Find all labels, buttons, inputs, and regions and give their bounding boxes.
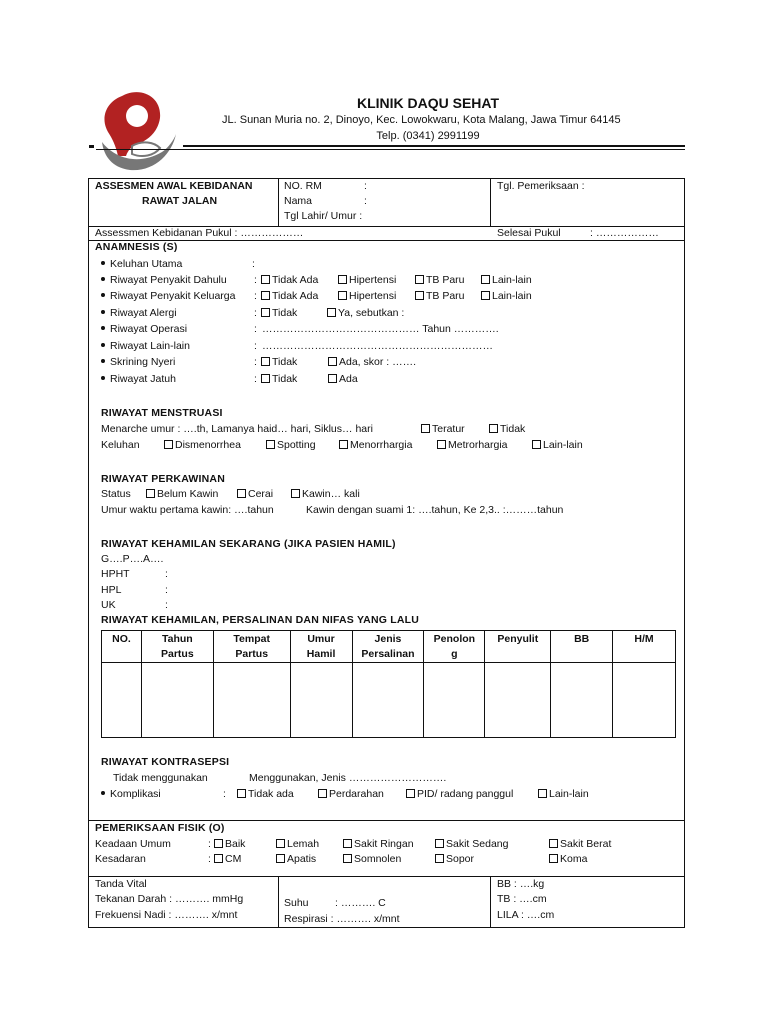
checkbox[interactable] (343, 854, 352, 863)
table-column-header (485, 631, 551, 663)
row-colon: : (254, 307, 257, 319)
option-label: Ada, skor : ……. (339, 356, 417, 368)
checkbox[interactable] (266, 440, 275, 449)
option-label: Tidak Ada (272, 274, 319, 286)
table-cell[interactable] (424, 663, 485, 738)
column-header-line1: Tahun (161, 633, 193, 645)
bullet-icon (101, 277, 105, 281)
checkbox[interactable] (328, 357, 337, 366)
checkbox[interactable] (549, 854, 558, 863)
row-label-text: Riwayat Penyakit Keluarga (110, 290, 236, 302)
komplikasi-option[interactable] (237, 788, 294, 800)
keluhan-label: Keluhan (101, 439, 140, 451)
checkbox[interactable] (343, 839, 352, 848)
anamnesis-row-label (101, 258, 182, 270)
checkbox[interactable] (406, 789, 415, 798)
option-label: Lain-lain (492, 290, 532, 302)
option-label: Apatis (287, 853, 317, 865)
header-rule-thick (183, 145, 685, 147)
row-label-text: Keluhan Utama (110, 258, 183, 270)
komplikasi-option[interactable] (538, 788, 589, 800)
no-rm-label: NO. RM (284, 180, 322, 192)
keadaan-option[interactable] (276, 838, 319, 850)
kesadaran-colon: : (208, 853, 211, 865)
tgl-lahir-label: Tgl Lahir/ Umur : (284, 210, 363, 222)
anamnesis-row-label (101, 274, 227, 286)
anamnesis-row-label (101, 356, 175, 368)
anamnesis-option[interactable] (261, 373, 297, 385)
perkawinan-title: RIWAYAT PERKAWINAN (101, 473, 225, 485)
row-label-text: Riwayat Alergi (110, 307, 177, 319)
row-fill-text: ………………………………………………………… (262, 340, 493, 352)
column-header-line2: Partus (235, 648, 269, 660)
option-label: Lain-lain (492, 274, 532, 286)
table-cell[interactable] (102, 663, 142, 738)
menstruasi-line: Menarche umur : ….th, Lamanya haid… hari, Siklus… hari (101, 423, 373, 435)
lila-value: LILA : ….cm (497, 909, 555, 921)
vital-divider-1 (278, 876, 279, 928)
option-label: Menorrhargia (350, 439, 413, 451)
keadaan-option[interactable] (549, 838, 611, 850)
fisik-title: PEMERIKSAAN FISIK (O) (95, 822, 225, 834)
status-option[interactable] (237, 488, 273, 500)
option-label: Sakit Ringan (354, 838, 414, 850)
option-label: Sakit Sedang (446, 838, 509, 850)
checkbox[interactable] (415, 275, 424, 284)
option-label: Ya, sebutkan : (338, 307, 405, 319)
keluhan-option[interactable] (164, 439, 241, 451)
keadaan-option[interactable] (435, 838, 508, 850)
column-header-line1: H/M (634, 633, 654, 645)
header-divider-1 (278, 178, 279, 226)
hpht-colon: : (165, 568, 168, 580)
column-header-line1: NO. (112, 633, 131, 645)
nama-label: Nama (284, 195, 313, 207)
option-label: Belum Kawin (157, 488, 219, 500)
checkbox[interactable] (421, 424, 430, 433)
tgl-pemeriksaan-label: Tgl. Pemeriksaan : (497, 180, 585, 192)
anamnesis-option[interactable] (338, 274, 396, 286)
checkbox[interactable] (338, 291, 347, 300)
checkbox[interactable] (318, 789, 327, 798)
option-label: Hipertensi (349, 290, 397, 302)
anamnesis-option[interactable] (261, 307, 297, 319)
checkbox[interactable] (549, 839, 558, 848)
checkbox[interactable] (276, 854, 285, 863)
row-label-text: Riwayat Lain-lain (110, 340, 190, 352)
table-column-header (102, 631, 142, 663)
pukul-hline (88, 240, 685, 241)
keluhan-option[interactable] (532, 439, 583, 451)
bullet-icon (101, 261, 105, 265)
gpa-line: G….P….A…. (101, 553, 164, 565)
bullet-icon (101, 376, 105, 380)
table-row (102, 663, 676, 738)
keluhan-option[interactable] (437, 439, 508, 451)
row-colon: : (254, 290, 257, 302)
option-label: PID/ radang panggul (417, 788, 514, 800)
anamnesis-row-label (101, 323, 187, 335)
keadaan-option[interactable] (214, 838, 245, 850)
status-option[interactable] (146, 488, 218, 500)
checkbox[interactable] (532, 440, 541, 449)
row-label-text: Skrining Nyeri (110, 356, 176, 368)
column-header-line2: Partus (161, 648, 194, 660)
anamnesis-option[interactable] (328, 356, 416, 368)
kesadaran-label: Kesadaran (95, 853, 146, 865)
checkbox[interactable] (328, 374, 337, 383)
status-option[interactable] (291, 488, 360, 500)
keluhan-option[interactable] (339, 439, 412, 451)
option-label: TB Paru (426, 290, 465, 302)
anamnesis-option[interactable] (481, 274, 532, 286)
fisik-top-line (88, 820, 685, 821)
table-cell[interactable] (551, 663, 613, 738)
checkbox[interactable] (338, 275, 347, 284)
option-label: Teratur (432, 423, 465, 435)
respirasi: Respirasi : ………. x/mnt (284, 913, 400, 925)
tekanan-darah: Tekanan Darah : ………. mmHg (95, 893, 244, 905)
table-cell[interactable] (290, 663, 352, 738)
checkbox[interactable] (481, 275, 490, 284)
checkbox[interactable] (415, 291, 424, 300)
row-colon: : (252, 258, 255, 270)
hpl-colon: : (165, 584, 168, 596)
menggunakan: Menggunakan, Jenis ………………………. (249, 772, 447, 784)
menstruasi-title: RIWAYAT MENSTRUASI (101, 407, 223, 419)
column-header-line1: Jenis (374, 633, 402, 645)
bullet-icon (101, 791, 105, 795)
bullet-icon (101, 293, 105, 297)
kontrasepsi-title: RIWAYAT KONTRASEPSI (101, 756, 230, 768)
suhu-label: Suhu (284, 897, 309, 909)
table-cell[interactable] (485, 663, 551, 738)
option-label: Koma (560, 853, 588, 865)
checkbox[interactable] (481, 291, 490, 300)
option-label: Lemah (287, 838, 320, 850)
anamnesis-option[interactable] (261, 274, 318, 286)
option-label: Tidak (500, 423, 526, 435)
table-column-header (141, 631, 213, 663)
bullet-icon (101, 310, 105, 314)
option-label: Somnolen (354, 853, 402, 865)
row-colon: : (254, 356, 257, 368)
row-label-text: Riwayat Penyakit Dahulu (110, 274, 227, 286)
checkbox[interactable] (261, 291, 270, 300)
column-header-line1: Penyulit (497, 633, 539, 645)
option-label: Metrorhargia (448, 439, 508, 451)
checkbox[interactable] (146, 489, 155, 498)
column-header-line1: Umur (307, 633, 335, 645)
checkbox[interactable] (339, 440, 348, 449)
bullet-icon (101, 359, 105, 363)
kehamilan-title: RIWAYAT KEHAMILAN SEKARANG (JIKA PASIEN HAMIL) (101, 538, 396, 550)
keadaan-colon: : (208, 838, 211, 850)
nama-colon: : (364, 195, 367, 207)
kesadaran-option[interactable] (549, 853, 587, 865)
selesai-pukul-label: Selesai Pukul (497, 227, 561, 239)
clinic-phone: Telp. (0341) 2991199 (376, 130, 480, 142)
option-label: Kawin… kali (302, 488, 360, 500)
keluhan-option[interactable] (266, 439, 316, 451)
anamnesis-option[interactable] (261, 356, 297, 368)
option-label: Tidak (272, 307, 298, 319)
teratur-option[interactable] (421, 423, 465, 435)
checkbox[interactable] (291, 489, 300, 498)
checkbox[interactable] (261, 357, 270, 366)
komplikasi-option[interactable] (406, 788, 513, 800)
option-label: Lain-lain (549, 788, 589, 800)
checkbox[interactable] (261, 308, 270, 317)
checkbox[interactable] (435, 839, 444, 848)
table-column-header (551, 631, 613, 663)
assessmen-pukul: Assessmen Kebidanan Pukul : ……………… (95, 227, 304, 239)
anamnesis-option[interactable] (415, 290, 465, 302)
checkbox[interactable] (261, 275, 270, 284)
option-label: Baik (225, 838, 246, 850)
checkbox[interactable] (327, 308, 336, 317)
table-header-row (102, 631, 676, 663)
selesai-pukul-value: : ……………… (590, 227, 659, 239)
tanda-vital-title: Tanda Vital (95, 878, 147, 890)
header-rule-thin (96, 149, 685, 150)
option-label: Sopor (446, 853, 475, 865)
vital-top-line (88, 876, 685, 877)
checkbox[interactable] (237, 489, 246, 498)
option-label: Cerai (248, 488, 274, 500)
clinic-address: JL. Sunan Muria no. 2, Dinoyo, Kec. Lowokwaru, Kota Malang, Jawa Timur 64145 (222, 114, 621, 126)
small-mark (89, 145, 94, 148)
kesadaran-option[interactable] (343, 853, 401, 865)
uk-colon: : (165, 599, 168, 611)
checkbox[interactable] (214, 839, 223, 848)
checkbox[interactable] (489, 424, 498, 433)
uk-label: UK (101, 599, 116, 611)
bullet-icon (101, 343, 105, 347)
checkbox[interactable] (164, 440, 173, 449)
anamnesis-row-label (101, 290, 235, 302)
column-header-line1: Penolon (433, 633, 476, 645)
suami-line: Kawin dengan suami 1: ….tahun, Ke 2,3.. :………tahun (306, 504, 564, 516)
tb-value: TB : ….cm (497, 893, 547, 905)
kesadaran-option[interactable] (276, 853, 316, 865)
umur-kawin-line: Umur waktu pertama kawin: ….tahun (101, 504, 274, 516)
form-title-1: ASSESMEN AWAL KEBIDANAN (95, 180, 253, 192)
kesadaran-option[interactable] (435, 853, 474, 865)
hpht-label: HPHT (101, 568, 130, 580)
status-label: Status (101, 488, 131, 500)
keadaan-option[interactable] (343, 838, 414, 850)
row-colon: : (254, 340, 257, 352)
option-label: Sakit Berat (560, 838, 612, 850)
row-colon: : (254, 274, 257, 286)
anamnesis-row-label (101, 340, 190, 352)
checkbox[interactable] (214, 854, 223, 863)
column-header-line2: Hamil (306, 648, 336, 660)
komplikasi-option[interactable] (318, 788, 384, 800)
bb-value: BB : ….kg (497, 878, 545, 890)
no-rm-colon: : (364, 180, 367, 192)
anamnesis-title: ANAMNESIS (S) (95, 241, 178, 253)
table-cell[interactable] (141, 663, 213, 738)
clinic-name: KLINIK DAQU SEHAT (356, 95, 500, 111)
anamnesis-row-label (101, 307, 177, 319)
option-label: Tidak ada (248, 788, 294, 800)
checkbox[interactable] (435, 854, 444, 863)
tidak-teratur-option[interactable] (489, 423, 525, 435)
row-colon: : (254, 323, 257, 335)
frekuensi-nadi: Frekuensi Nadi : ………. x/mnt (95, 909, 238, 921)
komplikasi-label (101, 788, 161, 800)
option-label: Dismenorrhea (175, 439, 241, 451)
table-column-header (213, 631, 290, 663)
option-label: CM (225, 853, 242, 865)
option-label: Spotting (277, 439, 316, 451)
suhu-value: : ………. C (335, 897, 386, 909)
option-label: Tidak (272, 356, 298, 368)
header-divider-2 (490, 178, 491, 226)
anamnesis-option[interactable] (327, 307, 404, 319)
keadaan-label: Keadaan Umum (95, 838, 171, 850)
anamnesis-option[interactable] (261, 290, 318, 302)
hpl-label: HPL (101, 584, 122, 596)
checkbox[interactable] (437, 440, 446, 449)
checkbox[interactable] (261, 374, 270, 383)
table-cell[interactable] (613, 663, 676, 738)
bullet-icon (101, 326, 105, 330)
column-header-line2: Persalinan (361, 648, 415, 660)
row-label-text: Riwayat Jatuh (110, 373, 176, 385)
column-header-line1: Tempat (233, 633, 270, 645)
row-label-text: Riwayat Operasi (110, 323, 188, 335)
row-fill-text: ……………………………………… Tahun …………. (262, 323, 499, 335)
riwayat-lalu-title: RIWAYAT KEHAMILAN, PERSALINAN DAN NIFAS YANG LALU (101, 614, 420, 626)
anamnesis-option[interactable] (415, 274, 465, 286)
option-label: Ada (339, 373, 358, 385)
tidak-menggunakan: Tidak menggunakan (113, 772, 208, 784)
table-cell[interactable] (352, 663, 424, 738)
checkbox[interactable] (237, 789, 246, 798)
column-header-line2: g (451, 648, 458, 660)
anamnesis-option[interactable] (481, 290, 532, 302)
anamnesis-option[interactable] (328, 373, 358, 385)
kesadaran-option[interactable] (214, 853, 241, 865)
row-colon: : (254, 373, 257, 385)
table-column-header (424, 631, 485, 663)
checkbox[interactable] (538, 789, 547, 798)
column-header-line1: BB (574, 633, 590, 645)
option-label: Hipertensi (349, 274, 397, 286)
riwayat-lalu-table (101, 630, 676, 738)
vital-divider-2 (490, 876, 491, 928)
form-title-2: RAWAT JALAN (142, 195, 218, 207)
table-column-header (352, 631, 424, 663)
table-column-header (613, 631, 676, 663)
option-label: Tidak Ada (272, 290, 319, 302)
option-label: TB Paru (426, 274, 465, 286)
komplikasi-colon: : (223, 788, 226, 800)
anamnesis-option[interactable] (338, 290, 396, 302)
option-label: Lain-lain (543, 439, 583, 451)
komplikasi-text: Komplikasi (110, 788, 161, 800)
option-label: Perdarahan (329, 788, 384, 800)
anamnesis-row-label (101, 373, 176, 385)
table-cell[interactable] (213, 663, 290, 738)
option-label: Tidak (272, 373, 298, 385)
table-column-header (290, 631, 352, 663)
checkbox[interactable] (276, 839, 285, 848)
